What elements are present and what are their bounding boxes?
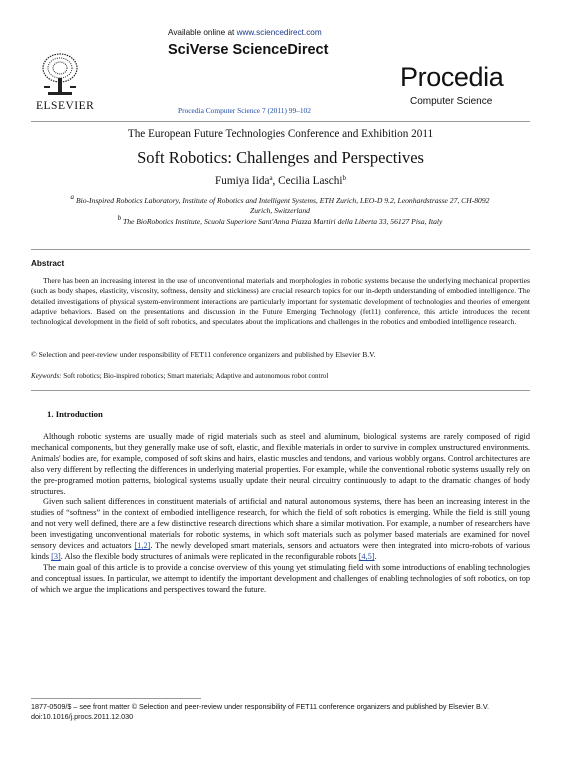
abstract-bottom-divider <box>31 390 530 391</box>
footer-notice <box>31 702 489 721</box>
abstract-text: There has been an increasing interest in the use of unconventional materials and morphologies in robotic systems because the underlying mechanical properties (such as body shapes, elasticity, viscosity, softness, density and stickiness) are crucial research topics for our in-depth understanding of embodied intelligence. The detailed investigations of physical system-environment interactions are particularly important for systematic development of technologies and theories of emergent adaptive behaviors. Based on the presentations and discussion in the Future Emerging Technology (fet11) conference, this article introduces the recent technological development in the field of soft robotics, and speculates about the implications and challenges in the robotics and embodied intelligence research. <box>31 276 530 327</box>
citation-link-3[interactable]: [3] <box>51 551 61 561</box>
footer-doi[interactable]: doi:10.1016/j.procs.2011.12.030 <box>31 711 134 721</box>
intro-paragraph-1: Although robotic systems are usually made of rigid materials such as steel and aluminum, biological systems are rarely composed of rigid mechanical components, but they generally make use of soft, elastic, and flexible materials in order to survive in complex unstructured environments. Animals' bodies are, for example, composed of soft skins and hairs, elastic muscles and tendons, and various wobbly organs. Control architectures are also very different by reflecting the differences in underlying material properties. For example, while the conventional robotic systems usually rely on the pre-programed motion patterns, biological systems usually update their neural circuitry continuously to adapt to the dramatic changes of body structures. <box>31 432 530 496</box>
footer-divider <box>31 698 201 699</box>
intro-paragraph-3: The main goal of this article is to provide a concise overview of this young yet stimulating field with some introductions of enabling technologies and conceptual issues. In particular, we attempt to identify the important development and challenges of enabling technologies of soft robotics, on top of which we argue the implications and perspectives toward the future. <box>31 562 530 594</box>
affiliations <box>60 193 500 227</box>
author-1: Fumiya Iida <box>215 175 270 187</box>
intro-paragraph-2: Given such salient differences in constituent materials of artificial and natural autonomous systems, there has been an increasing interest in the studies of “softness” in the context of embodied intelligence research, for which the field of soft robotics is emerging. While the field is still young and not very well defined, there are a few distinctive research directions which share a similar motivation. For example, a number of researchers have been investigating unconventional materials for robotic systems, in which soft materials such as polymer based materials are examined for novel sensory devices and actuators [1,2]. The newly developed smart materials, sensors and actuators were then integrated into micro-robots of various kinds [3]. Also the flexible body structures of animals were replicated in the reconfigurable robots [4,5]. <box>31 497 530 561</box>
affiliation-b: $^b$ The BioRobotics Institute, Scuola Superiore Sant'Anna Piazza Martiri della Liberta 33, 56127 Pisa, Italy <box>117 213 443 226</box>
affiliation-a: $^a$ Bio-Inspired Robotics Laboratory, Institute of Robotics and Intelligent Systems, ETH Zurich, LEO-D 9.2, Leonhardstrasse 27, CH-8092 Zurich, Switzerland <box>70 193 490 216</box>
author-list <box>0 175 561 187</box>
author-2-affil-mark: b <box>342 174 346 182</box>
section-heading-introduction: 1. Introduction <box>47 409 103 419</box>
available-online-label: Available online at <box>168 28 237 37</box>
affiliation-b-mark: b <box>117 213 122 222</box>
header-divider <box>31 121 530 122</box>
procedia-subtitle: Computer Science <box>410 96 493 107</box>
paper-title: Soft Robotics: Challenges and Perspectives <box>137 148 424 167</box>
keywords-label: Keywords: <box>31 372 62 380</box>
citation-link-1-2[interactable]: [1,2] <box>134 541 151 551</box>
abstract-top-divider <box>31 249 530 250</box>
abstract-copyright: © Selection and peer-review under responsibility of FET11 conference organizers and published by Elsevier B.V. <box>31 350 376 359</box>
author-2: , Cecilia Laschi <box>272 175 343 187</box>
keywords-list: Soft robotics; Bio-inspired robotics; Smart materials; Adaptive and autonomous robot control <box>61 372 329 380</box>
journal-reference[interactable]: Procedia Computer Science 7 (2011) 99–102 <box>178 106 311 115</box>
elsevier-wordmark: ELSEVIER <box>36 100 95 112</box>
keywords <box>31 372 328 380</box>
affiliation-a-mark: a <box>70 193 75 201</box>
abstract-heading: Abstract <box>31 259 65 268</box>
footer-front-matter: 1877-0509/$ – see front matter © Selection and peer-review under responsibility of FET11 conference organizers and published by Elsevier B.V. <box>31 702 489 711</box>
procedia-brand: Procedia <box>400 62 504 92</box>
available-online <box>168 28 322 37</box>
citation-link-4-5[interactable]: [4,5] <box>358 551 375 561</box>
sciverse-sciencedirect-brand: SciVerse ScienceDirect <box>168 42 329 58</box>
sciencedirect-link[interactable]: www.sciencedirect.com <box>236 28 322 37</box>
author-1-affil-mark: a <box>269 174 273 182</box>
elsevier-tree-logo <box>40 52 80 100</box>
introduction-body <box>31 432 530 596</box>
conference-name: The European Future Technologies Conference and Exhibition 2011 <box>127 128 434 140</box>
